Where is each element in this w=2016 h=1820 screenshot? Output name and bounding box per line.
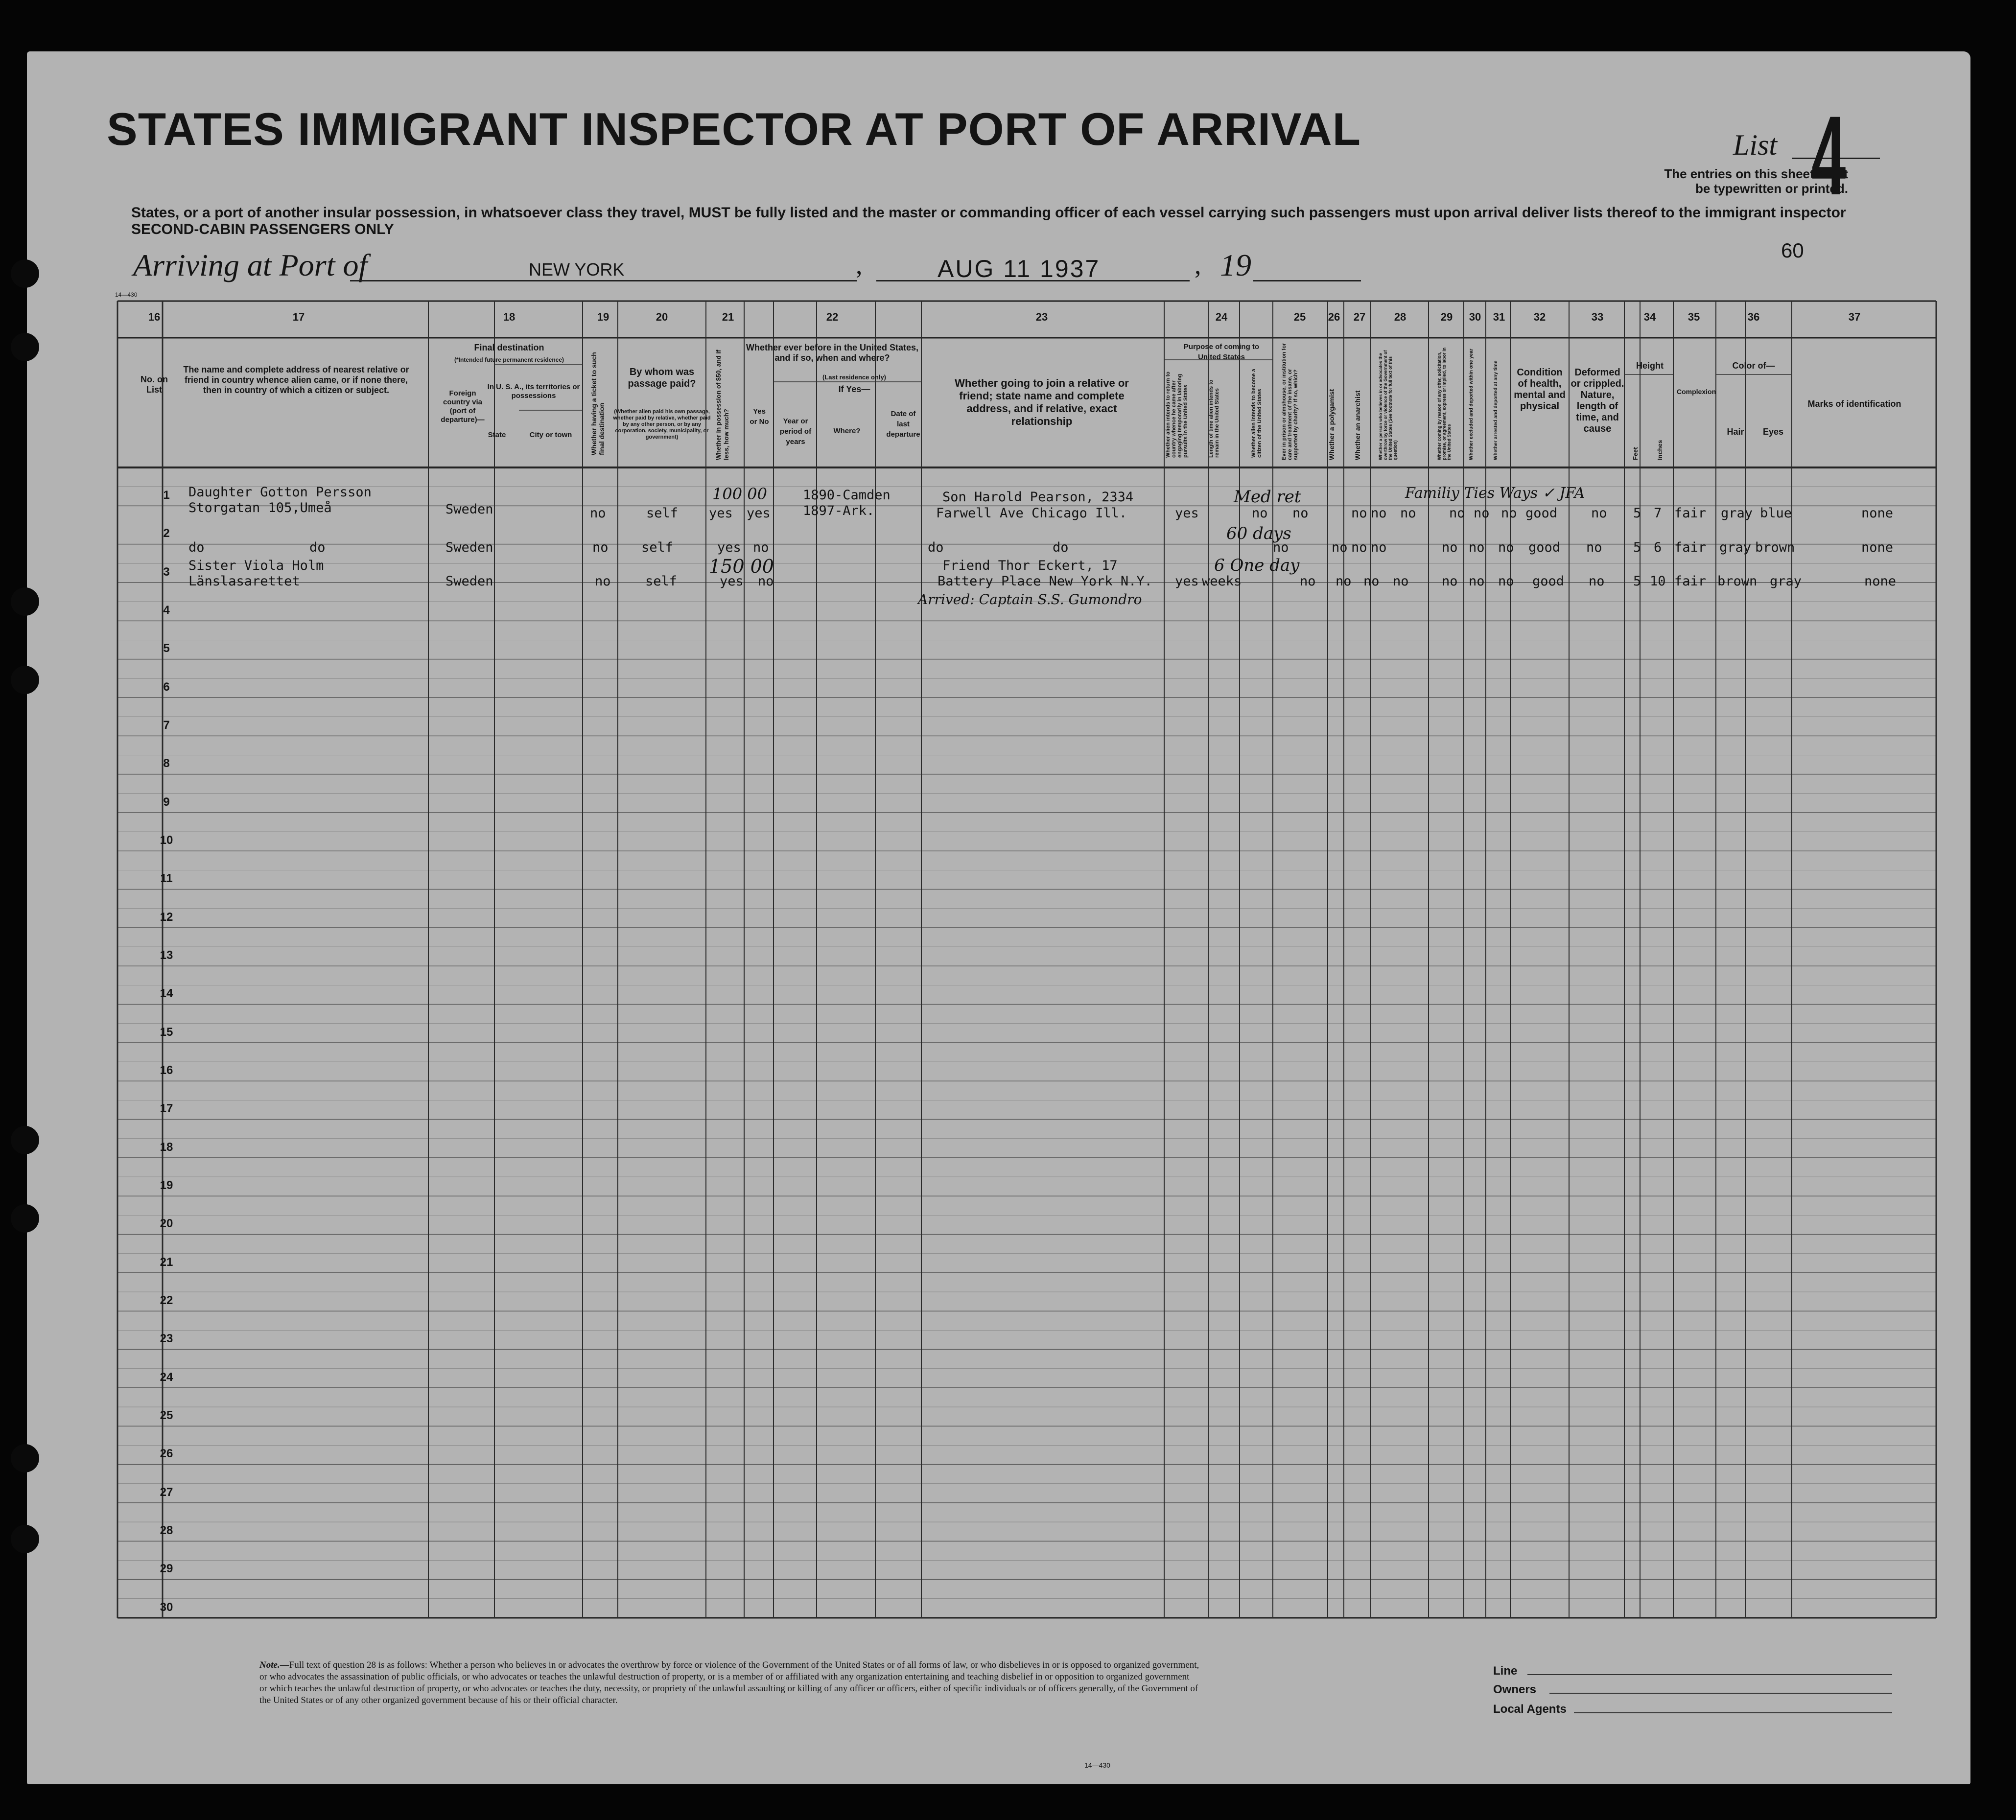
owners-label: Owners [1493, 1683, 1537, 1696]
entry-2-marks: none [1861, 540, 1894, 555]
row-number: 2 [163, 527, 170, 540]
row-number: 16 [160, 1064, 173, 1077]
row-number: 29 [160, 1562, 173, 1576]
entry-2-complexion: fair [1674, 540, 1707, 555]
row-number: 10 [160, 834, 173, 847]
head-ticket: Whether having a ticket to such final destination [590, 352, 606, 455]
typewritten-note: The entries on this sheet must be typewritten or printed. [1664, 166, 1848, 196]
head-where: Where? [833, 427, 861, 435]
column-number: 35 [1688, 311, 1700, 323]
form-reference: 14—430 [115, 291, 138, 298]
entry-3-return: yes [1175, 574, 1199, 589]
entry-2-health: good [1528, 540, 1561, 555]
entry-1-prison: no [1252, 506, 1268, 521]
row-number: 27 [160, 1485, 173, 1499]
entry-1-before-line2: 1897-Ark. [803, 503, 875, 518]
head-state: State [488, 431, 506, 439]
column-number: 20 [656, 311, 668, 323]
head-final-destination: Final destination [474, 343, 544, 352]
entry-1-joining-address: Farwell Ave Chicago Ill. [936, 506, 1127, 521]
row-number: 20 [160, 1217, 173, 1231]
entry-1-q29: no [1400, 506, 1416, 521]
entry-3-health: good [1532, 574, 1565, 589]
column-number: 22 [826, 311, 839, 323]
entry-3-feet: 5 [1633, 574, 1641, 589]
entry-3-relative: Sister Viola Holm [188, 558, 324, 573]
head-fifty-dollars: Whether in possession of $50, and if less, how much? [715, 350, 730, 460]
row-number: 8 [163, 757, 170, 770]
entry-1-q28: no [1371, 506, 1387, 521]
head-feet: Feet [1632, 447, 1639, 460]
entry-3-complexion: fair [1674, 574, 1707, 589]
entry-1-ticket: no [590, 506, 606, 521]
column-number: 21 [722, 311, 734, 323]
sheet-number: 60 [1781, 239, 1804, 262]
port-value: NEW YORK [529, 259, 625, 280]
head-relative: The name and complete address of nearest relative or friend in country whence alien came, or if none there, then in country of which a citizen or subject. [183, 365, 409, 395]
row-number: 14 [160, 987, 173, 1001]
entry-1-hair: gray [1721, 506, 1753, 521]
entry-3-deformed: no [1589, 574, 1605, 589]
form-class: SECOND-CABIN PASSENGERS ONLY [131, 221, 394, 237]
footnote-text: —Full text of question 28 is as follows: Whether a person who believes in or advocates the overthrow by force or violence of the Government of the United States or of all forms of law, or who disbelieves in or is opposed to organized government, or who advocates the assassination of public officials, or who advocates or teaches the unlawful destruction of property, or is a member of or affiliated with any organization entertaining and teaching disbelief in or opposition to organized government or which teaches the unlawful destruction of property, or who advocates or teaches the duty, necessity, or propriety of the unlawful assaulting or killing of any officer or officers, either of specific individuals or of officers generally, of the Government of the United States or of any other organized government because of his or their official character. [259, 1660, 1199, 1705]
entry-2-inches: 6 [1654, 540, 1662, 555]
column-number: 17 [292, 311, 305, 323]
head-purpose-citizen: Whether alien intends to become a citizen of the United States [1251, 369, 1263, 458]
head-height: Height [1636, 361, 1664, 371]
head-before-in-us: Whether ever before in the United States, and if so, when and where? [746, 343, 919, 363]
head-color-of: Color of— [1732, 361, 1775, 371]
entry-2-q29: no [1442, 540, 1458, 555]
entry-2-paid: self [641, 540, 674, 555]
entry-2-feet: 5 [1633, 540, 1641, 555]
row-number: 12 [160, 910, 173, 924]
form-number: 14—430 [1084, 1761, 1110, 1769]
entry-1-q31: no [1474, 506, 1490, 521]
entry-1-polygamist: no [1292, 506, 1309, 521]
list-number: 4 [1811, 93, 1846, 218]
head-last-residence: (Last residence only) [822, 373, 887, 381]
entry-3-time-handwritten: 6 One day [1214, 556, 1300, 575]
entry-2-prison: no [1273, 540, 1289, 555]
head-marks: Marks of identification [1807, 399, 1901, 409]
entry-2-q28: no [1371, 540, 1387, 555]
entry-2-eyes: brown [1755, 540, 1795, 555]
head-final-destination-sub: (*Intended future permanent residence) [454, 356, 564, 363]
comma: , [856, 250, 863, 280]
column-number: 30 [1469, 311, 1481, 323]
entry-1-before-line1: 1890-Camden [803, 488, 891, 503]
entry-1-q30: no [1449, 506, 1465, 521]
entry-2-relative-address: do [309, 540, 326, 555]
entry-2-q30: no [1469, 540, 1485, 555]
entry-3-joining: Friend Thor Eckert, 17 [942, 558, 1118, 573]
head-passage-paid: By whom was passage paid? [628, 367, 696, 389]
footnote-label: Note. [259, 1660, 280, 1670]
column-number: 33 [1591, 311, 1604, 323]
head-prison: Ever in prison or almshouse, or institution for care and treatment of the insane, or supported by charity? If so, which? [1281, 343, 1299, 460]
entry-3-money-handwritten: 150 00 [709, 556, 774, 577]
entry-1-relative-address: Storgatan 105,Umeå [188, 500, 332, 515]
entry-1-paid: self [646, 506, 679, 521]
row-number: 9 [163, 795, 170, 809]
entry-1-q31b: no [1501, 506, 1517, 521]
row-number: 3 [163, 565, 170, 579]
row-number: 1 [163, 489, 170, 502]
entry-2-polygamist: no [1332, 540, 1348, 555]
row-number: 17 [160, 1102, 173, 1116]
form-instructions: States, or a port of another insular possession, in whatsoever class they travel, MUST be fully listed and the master or commanding officer of each vessel carrying such passengers must upon arrival deliver lists thereof to the immigrant inspector [131, 205, 1846, 221]
entry-1-money: yes [709, 506, 733, 521]
local-agents-label: Local Agents [1493, 1703, 1567, 1716]
column-number: 37 [1848, 311, 1861, 323]
column-number: 18 [503, 311, 516, 323]
entry-2-money: yes [717, 540, 741, 555]
row-number: 7 [163, 719, 170, 732]
row-number: 28 [160, 1524, 173, 1538]
head-if-yes: If Yes— [838, 384, 870, 394]
entry-3-marks: none [1864, 574, 1897, 589]
entry-2-ticket: no [592, 540, 609, 555]
column-number: 32 [1533, 311, 1546, 323]
head-question-31: Whether arrested and deported at any time [1493, 360, 1499, 460]
entry-3-paid: self [645, 574, 678, 589]
row-number: 21 [160, 1255, 173, 1269]
entry-1-feet: 5 [1633, 506, 1641, 521]
head-joining: Whether going to join a relative or friend; state name and complete address, and if relative, exact relationship [955, 377, 1129, 427]
entry-1-eyes: blue [1760, 506, 1792, 521]
column-number: 34 [1643, 311, 1656, 323]
head-city: City or town [529, 431, 572, 439]
entry-3-time: weeks [1202, 574, 1242, 589]
entry-3-relative-address: Länslasarettet [188, 574, 300, 589]
entry-3-anarchist: no [1363, 574, 1380, 589]
entry-2-deformed: no [1586, 540, 1602, 555]
head-hair: Hair [1727, 427, 1744, 437]
year-prefix: 19 [1220, 248, 1251, 282]
head-foreign-country: Foreign country via (port of departure)— [441, 389, 485, 424]
head-eyes: Eyes [1762, 427, 1784, 437]
entry-3-eyes: gray [1770, 574, 1802, 589]
entry-3-country: Sweden [445, 574, 493, 589]
head-in-usa: In U. S. A., its territories or possessions [487, 383, 580, 400]
arrival-date: AUG 11 1937 [938, 255, 1101, 282]
entry-3-q29: no [1442, 574, 1458, 589]
entry-2-q31: no [1498, 540, 1514, 555]
entry-1-relative: Daughter Gotton Persson [188, 485, 372, 500]
head-yes-no: Yes or No [750, 407, 769, 426]
entry-1-money-handwritten: 100 00 [712, 485, 767, 503]
entry-1-deformed: no [1591, 506, 1607, 521]
column-number: 16 [148, 311, 161, 323]
head-complexion: Complexion [1677, 388, 1716, 396]
row-number: 22 [160, 1294, 173, 1307]
head-question-30: Whether excluded and deported within one year [1469, 349, 1474, 460]
entry-1-before: yes [747, 506, 771, 521]
entry-2-joining-address: do [1053, 540, 1069, 555]
footnote-question-28 [259, 1659, 1199, 1706]
form-title: STATES IMMIGRANT INSPECTOR AT PORT OF ARRIVAL [107, 103, 1361, 155]
head-polygamist: Whether a polygamist [1328, 389, 1336, 460]
entry-2-before: no [753, 540, 769, 555]
entry-1-marks: none [1861, 506, 1894, 521]
row-number: 5 [163, 642, 170, 655]
list-label: List [1733, 129, 1778, 161]
column-number: 27 [1353, 311, 1366, 323]
entry-3-money: yes [720, 574, 744, 589]
head-deformed: Deformed or crippled. Nature, length of time, and cause [1571, 367, 1624, 434]
head-purpose-return: Whether alien intends to return to country whence he came after engaging temporarily in laboring pursuits in the United States [1165, 371, 1189, 458]
column-number: 23 [1035, 311, 1048, 323]
entry-1-anarchist: no [1351, 506, 1367, 521]
entry-3-joining-address: Battery Place New York N.Y. [938, 574, 1152, 589]
column-number: 19 [597, 311, 609, 323]
entry-3-polygamist: no [1336, 574, 1352, 589]
entry-1-inches: 7 [1654, 506, 1662, 521]
row-number: 13 [160, 949, 173, 962]
row-number: 26 [160, 1447, 173, 1461]
entry-3-before: no [758, 574, 774, 589]
entry-1-country: Sweden [445, 502, 493, 517]
head-no-on-list: No. on List [141, 374, 168, 395]
entry-1-time-handwritten: Med ret [1234, 487, 1301, 507]
entry-2-joining: do [928, 540, 944, 555]
entry-3-annotation: Arrived: Captain S.S. Gumondro [918, 591, 1142, 607]
head-question-28: Whether a person who believes in or advocates the overthrow by force or violence of the Government of the United States (See footnote for full text of this question) [1378, 350, 1398, 460]
entry-3-prison: no [1300, 574, 1316, 589]
head-passage-sub: (Whether alien paid his own passage, whether paid by relative, whether paid by any other person, or by any corporation, society, municipality, or government) [613, 409, 711, 440]
entry-3-q31: no [1498, 574, 1514, 589]
arriving-label: Arriving at Port of [133, 248, 368, 282]
row-number: 18 [160, 1140, 173, 1154]
line-label: Line [1493, 1664, 1518, 1678]
head-year-period: Year or period of years [779, 417, 812, 446]
entry-3-hair: brown [1717, 574, 1758, 589]
column-number: 24 [1215, 311, 1228, 323]
entry-3-q30: no [1469, 574, 1485, 589]
entry-2-country: Sweden [445, 540, 493, 555]
row-number: 6 [163, 680, 170, 694]
column-number: 29 [1440, 311, 1453, 323]
head-question-29: Whether coming by reason of any offer, solicitation, promise, or agreement, express or implied, to labor in the United States [1437, 347, 1452, 460]
row-number: 19 [160, 1179, 173, 1192]
head-date-departure: Date of last departure [886, 410, 920, 439]
entry-1-return: yes [1175, 506, 1199, 521]
entry-3-ticket: no [595, 574, 611, 589]
row-number: 11 [160, 872, 173, 886]
entry-2-relative: do [188, 540, 205, 555]
head-health: Condition of health, mental and physical [1514, 367, 1566, 412]
head-anarchist: Whether an anarchist [1354, 390, 1361, 460]
row-number: 15 [160, 1025, 173, 1039]
entry-3-q28: no [1393, 574, 1409, 589]
entry-1-annotation: Familiy Ties Ways ✓ JFA [1405, 485, 1585, 502]
row-number: 4 [163, 604, 170, 617]
row-number: 24 [160, 1370, 173, 1384]
column-number: 36 [1747, 311, 1760, 323]
column-number: 25 [1293, 311, 1306, 323]
head-purpose: Purpose of coming to United States [1183, 343, 1260, 361]
row-number: 30 [160, 1600, 173, 1614]
column-number: 31 [1493, 311, 1505, 323]
entry-1-health: good [1525, 506, 1558, 521]
head-purpose-length: Length of time alien intends to remain in the United States [1208, 379, 1220, 458]
entry-1-complexion: fair [1674, 506, 1707, 521]
entry-1-joining: Son Harold Pearson, 2334 [942, 490, 1134, 505]
comma: , [1195, 250, 1201, 280]
entry-2-anarchist: no [1351, 540, 1367, 555]
entry-2-time-handwritten: 60 days [1226, 524, 1291, 543]
column-number: 28 [1394, 311, 1407, 323]
row-number: 25 [160, 1409, 173, 1423]
head-inches: Inches [1656, 440, 1664, 460]
column-number: 26 [1328, 311, 1340, 323]
row-number: 23 [160, 1332, 173, 1346]
entry-2-hair: gray [1719, 540, 1752, 555]
entry-3-inches: 10 [1650, 574, 1666, 589]
